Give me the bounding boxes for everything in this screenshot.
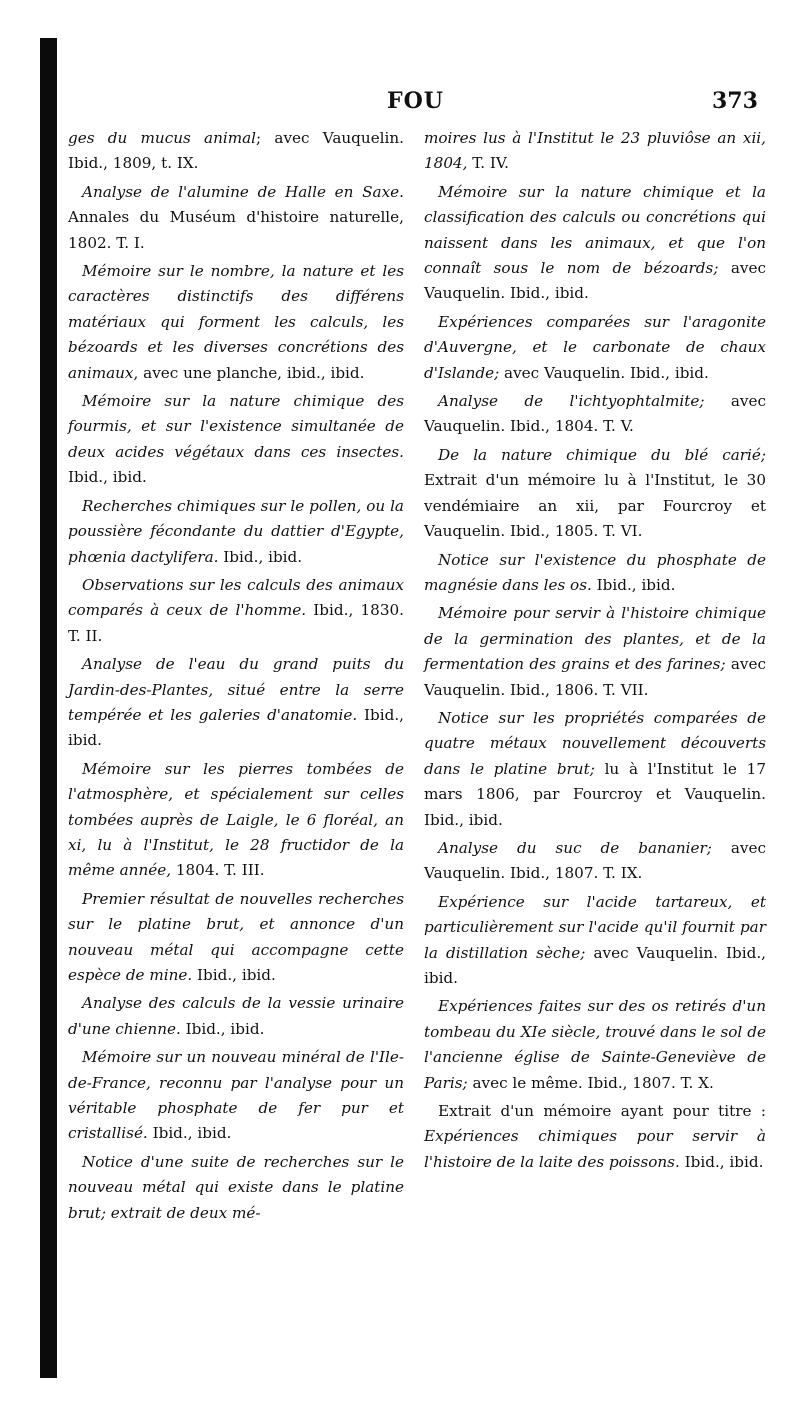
entry-citation: Extrait d'un mémoire lu à l'Institut, le 30 vendémiaire an xii, par Fourcroy et Vauquelin. Ibid., 1805. T. VI. xyxy=(424,471,766,541)
entry-title: Notice sur l'existence du phosphate de magnésie dans les os. xyxy=(424,550,766,594)
entry-title: Premier résultat de nouvelles recherches sur le platine brut, et annonce d'un nouveau métal qui accompagne cette espèce de mine. xyxy=(68,889,404,984)
entry-title: Notice d'une suite de recherches sur le nouveau métal qui existe dans le platine brut; extrait de deux mé- xyxy=(68,1152,404,1222)
entry-citation: Extrait d'un mémoire ayant pour titre : xyxy=(438,1102,766,1121)
bibliography-entry xyxy=(68,126,404,177)
bibliography-entry xyxy=(68,757,404,884)
left-column xyxy=(68,126,404,1229)
binding-edge xyxy=(40,38,57,1378)
entry-title: Analyse de l'ichtyophtalmite; xyxy=(438,392,705,411)
entry-title: Mémoire sur la nature chimique des fourmis, et sur l'existence simultanée de deux acides végétaux dans ces insectes. xyxy=(68,392,404,461)
entry-citation: Ibid., ibid. xyxy=(147,1124,232,1143)
entry-title: Expériences faites sur des os retirés d'un tombeau du XIe siècle, trouvé dans le sol de l'ancienne église de Sainte-Geneviève de Paris; xyxy=(424,997,766,1092)
entry-title: ges du mucus animal xyxy=(68,129,257,147)
entry-citation: Ibid., ibid. xyxy=(679,1152,764,1171)
entry-title: Recherches chimiques sur le pollen, ou la poussière fécondante du dattier d'Egypte, phœnia dactylifera. xyxy=(68,496,404,566)
bibliography-entry xyxy=(68,180,404,256)
entry-citation: avec Vauquelin. Ibid., ibid. xyxy=(499,363,709,382)
page-number: 373 xyxy=(712,88,758,114)
right-column xyxy=(424,126,766,1178)
entry-title: De la nature chimique du blé carié; xyxy=(438,445,766,464)
bibliography-entry xyxy=(424,126,766,177)
entry-title: Analyse du suc de bananier; xyxy=(438,838,712,857)
bibliography-entry xyxy=(424,601,766,703)
entry-citation: ; avec Vauquelin. Ibid., 1809, t. IX. xyxy=(68,129,404,173)
entry-citation: avec le même. Ibid., 1807. T. X. xyxy=(467,1073,714,1092)
bibliography-entry xyxy=(68,991,404,1042)
bibliography-entry xyxy=(424,548,766,599)
bibliography-entry xyxy=(424,310,766,386)
entry-citation: Ibid., ibid. xyxy=(180,1019,265,1038)
entry-title: Mémoire sur un nouveau minéral de l'Ile-de-France, reconnu par l'analyse pour un véritable phosphate de fer pur et cristallisé. xyxy=(68,1048,404,1143)
entry-citation: 1804. T. III. xyxy=(171,861,265,880)
bibliography-entry xyxy=(424,443,766,545)
bibliography-entry xyxy=(68,887,404,989)
entry-title: Expérience sur l'acide tartareux, et particulièrement sur l'acide qu'il fournit par la distillation sèche; xyxy=(424,892,766,962)
entry-citation: Ibid., ibid. xyxy=(68,705,404,750)
entry-title: Analyse de l'eau du grand puits du Jardin-des-Plantes, situé entre la serre tempérée et les galeries d'anatomie. xyxy=(68,655,404,724)
entry-citation: avec Vauquelin. Ibid., 1804. T. V. xyxy=(424,392,766,436)
entry-citation: lu à l'Institut le 17 mars 1806, par Fourcroy et Vauquelin. Ibid., ibid. xyxy=(424,759,766,829)
entry-title: Mémoire sur la nature chimique et la classification des calculs ou concrétions qui naissent dans les animaux, et que l'on connaît sous le nom de bézoards; xyxy=(424,182,766,278)
bibliography-entry xyxy=(424,994,766,1096)
entry-citation: avec Vauquelin. Ibid., 1807. T. IX. xyxy=(424,838,766,883)
entry-title: Expériences chimiques pour servir à l'histoire de la laite des poissons. xyxy=(424,1127,766,1171)
bibliography-entry xyxy=(68,1045,404,1147)
entry-citation: T. IV. xyxy=(467,154,510,173)
entry-title: Analyse de l'alumine de Halle en Saxe. xyxy=(82,182,404,201)
bibliography-entry xyxy=(424,1099,766,1175)
bibliography-entry xyxy=(68,573,404,649)
entry-citation: avec Vauquelin. Ibid., ibid. xyxy=(424,259,766,303)
running-title: FOU xyxy=(387,88,444,114)
bibliography-entry xyxy=(68,259,404,386)
entry-title: Mémoire sur les pierres tombées de l'atmosphère, et spécialement sur celles tombées auprès de Laigle, le 6 floréal, an xi, lu à l'Institut, le 28 fructidor de la même année, xyxy=(68,759,404,880)
entry-citation: avec Vauquelin. Ibid., ibid. xyxy=(424,943,767,987)
entry-title: Observations sur les calculs des animaux comparés à ceux de l'homme. xyxy=(68,575,404,620)
bibliography-entry xyxy=(424,706,766,833)
bibliography-entry xyxy=(424,389,766,440)
entry-title: Mémoire sur le nombre, la nature et les caractères distinctifs des différens matériaux qui forment les calculs, les bézoards et les diverses concrétions des animaux xyxy=(68,262,404,382)
entry-citation: Annales du Muséum d'histoire naturelle, 1802. T. I. xyxy=(68,208,404,252)
entry-title: Mémoire pour servir à l'histoire chimique de la germination des plantes, et de la fermentation des grains et des farines; xyxy=(424,604,766,674)
entry-citation: Ibid., ibid. xyxy=(192,966,276,984)
entry-citation: , avec une planche, ibid., ibid. xyxy=(133,363,365,382)
entry-citation: Ibid., ibid. xyxy=(218,547,303,566)
bibliography-entry xyxy=(68,652,404,754)
bibliography-entry xyxy=(424,836,766,887)
bibliography-entry xyxy=(68,494,404,570)
entry-title: moires lus à l'Institut le 23 pluviôse an xii, 1804, xyxy=(424,129,766,173)
entry-title: Analyse des calculs de la vessie urinaire d'une chienne. xyxy=(68,994,404,1038)
bibliography-entry xyxy=(424,180,766,307)
entry-citation: Ibid., 1830. T. II. xyxy=(68,601,404,645)
entry-citation: Ibid., ibid. xyxy=(591,575,676,594)
entry-citation: avec Vauquelin. Ibid., 1806. T. VII. xyxy=(424,655,766,699)
bibliography-entry xyxy=(424,890,766,992)
bibliography-entry xyxy=(68,389,404,491)
entry-title: Expériences comparées sur l'aragonite d'Auvergne, et le carbonate de chaux d'Islande; xyxy=(424,312,766,382)
entry-title: Notice sur les propriétés comparées de quatre métaux nouvellement découverts dans le platine brut; xyxy=(424,708,766,778)
entry-citation: Ibid., ibid. xyxy=(68,468,147,487)
bibliography-entry xyxy=(68,1150,404,1226)
